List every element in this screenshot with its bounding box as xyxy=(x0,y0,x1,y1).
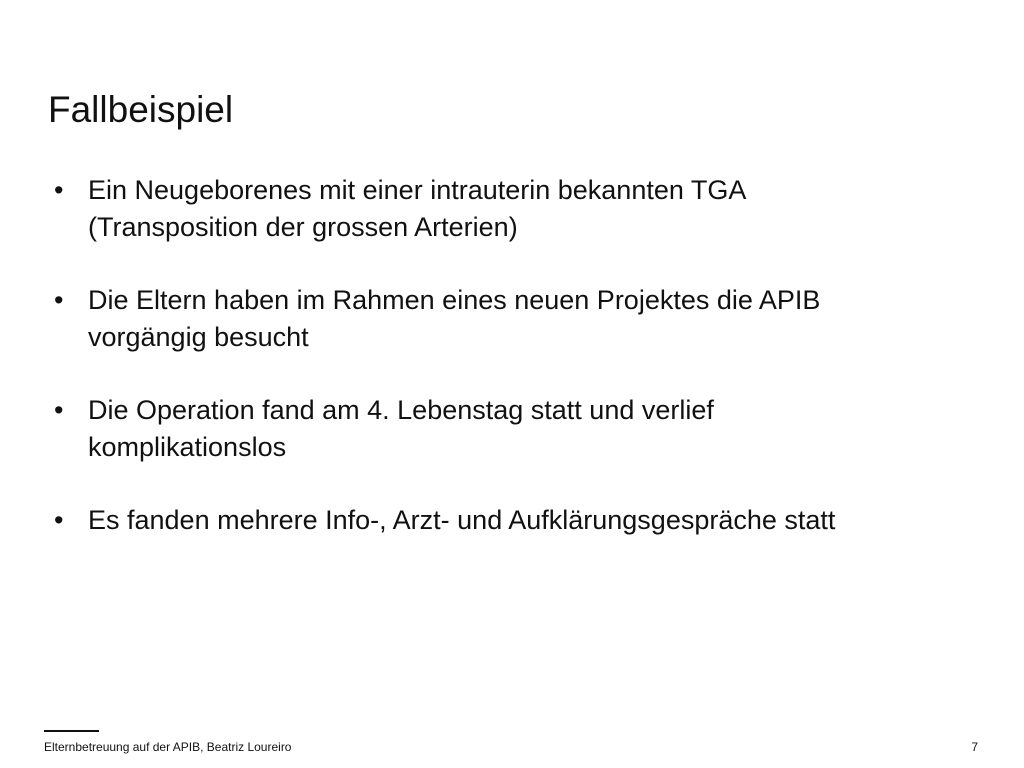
bullet-text-line: (Transposition der grossen Arterien) xyxy=(88,212,518,242)
slide-title: Fallbeispiel xyxy=(48,89,234,130)
bullet-icon: • xyxy=(54,505,64,535)
bullet-list xyxy=(50,172,980,575)
bullet-item xyxy=(50,392,980,466)
bullet-icon: • xyxy=(54,285,64,315)
bullet-text-line: Die Eltern haben im Rahmen eines neuen Projektes die APIB xyxy=(88,285,821,315)
bullet-text-line: Die Operation fand am 4. Lebenstag statt und verlief xyxy=(88,395,714,425)
bullet-text-line: Es fanden mehrere Info-, Arzt- und Aufklärungsgespräche statt xyxy=(88,505,836,535)
page-number: 7 xyxy=(971,740,978,754)
bullet-text-line: vorgängig besucht xyxy=(88,322,309,352)
bullet-text-line: komplikationslos xyxy=(88,432,287,462)
bullet-item xyxy=(50,282,980,356)
footer-divider xyxy=(44,730,99,732)
bullet-icon: • xyxy=(54,175,64,205)
bullet-item xyxy=(50,502,980,539)
bullet-text-line: Ein Neugeborenes mit einer intrauterin bekannten TGA xyxy=(88,175,747,205)
footer-text: Elternbetreuung auf der APIB, Beatriz Loureiro xyxy=(44,740,292,754)
bullet-item xyxy=(50,172,980,246)
bullet-icon: • xyxy=(54,395,64,425)
